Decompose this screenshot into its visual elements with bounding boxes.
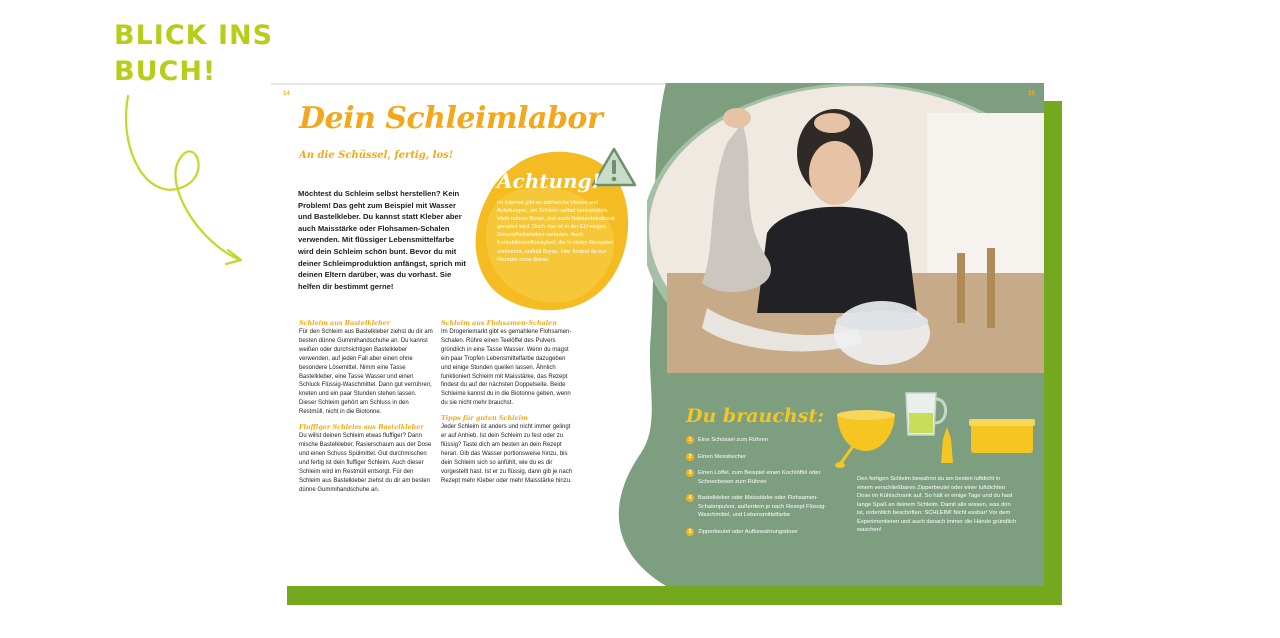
section-heading: Tipps für guten Schleim <box>441 414 528 423</box>
section-text: Für den Schleim aus Bastelkleber ziehst du dir am besten dünne Gummihandschuhe an. Du kannst weißen oder durchsichtigen Bastelkleber verwenden, auf jeden Fall aber einen ohne besondere Lösemittel. Nimm eine Tasse Bastelkleber, eine Tasse Wasser und einen Schluck Flüssig-Waschmittel. Dann gut verrühren, kneten und ein paar Stunden stehen lassen. Dieser Schleim gehört am Schluss in den Restmüll, nicht in die Biotonne. <box>299 329 433 416</box>
supplies-list <box>686 436 846 544</box>
recipe-column-left <box>299 319 435 500</box>
item-number-badge: 2 <box>686 453 694 461</box>
list-item <box>686 469 846 486</box>
page-title: Dein Schleimlabor <box>299 101 603 136</box>
list-item <box>686 528 846 537</box>
heading-line-2: BUCH! <box>114 56 217 87</box>
page-number-right: 15 <box>1028 91 1035 97</box>
girl-with-slime-photo <box>647 83 1044 378</box>
item-number-badge: 4 <box>686 494 694 502</box>
book-spread <box>271 83 1044 586</box>
curved-arrow-icon <box>118 92 248 272</box>
item-text: Bastelkleber oder Maisstärke oder Flohsamen-Schalenpulver, außerdem je nach Rezept Flüssig-Waschmittel, und Lebensmittelfarbe <box>698 495 827 518</box>
list-item <box>686 453 846 462</box>
section-text: Im Drogeriemarkt gibt es gemahlene Flohsamen-Schalen. Rühre einen Teelöffel des Pulvers gründlich in eine Tasse Wasser. Wenn du magst ein paar Tropfen Lebensmittelfarbe dazugeben und einige Stunden quellen lassen. Ähnlich funktioniert Schleim mit Maisstärke, das Rezept findest du auf der nächsten Doppelseite. Beide Schleime kannst du in die Biotonne geben, wenn du sie nicht mehr brauchst. <box>441 329 572 407</box>
warning-title: Achtung! <box>497 169 601 193</box>
section-heading: Schleim aus Bastelkleber <box>299 319 391 327</box>
section-text: Jeder Schleim ist anders und nicht immer gelingt er auf Anhieb. Ist dein Schleim zu fest oder zu flüssig? Taste dich am besten an dein Rezept heran. Gib das Wasser portionsweise hinzu, bis dein Schleim sich so anfühlt, wie du es dir vorgestellt hast. Ist er zu flüssig, dann gib je nach Rezept mehr Kleber oder mehr Maisstärke hinzu. <box>441 424 573 484</box>
blick-ins-buch-heading <box>114 18 273 90</box>
recipe-column-right <box>441 319 577 492</box>
section-heading: Fluffiger Schleim aus Bastelkleber <box>299 423 424 432</box>
item-text: Einen Löffel, zum Beispiel einen Kochlöffel oder Schneebesen zum Rühren <box>698 470 821 485</box>
kitchen-tools-illustration <box>831 383 1044 473</box>
heading-line-1: BLICK INS <box>114 20 274 51</box>
item-text: Einen Messbecher <box>698 453 747 460</box>
list-item <box>686 436 846 445</box>
item-number-badge: 3 <box>686 469 694 477</box>
warning-text: Im Internet gibt es zahlreiche Videos und Anleitungen, um Schleim selbst herzustellen. Viele nutzen Borax, das auch Natriumtetraborat genannt wird. Doch das ist in der EU wegen Gesundheitsrisiken verboten. Auch Kontaktlinsenflüssigkeit, die in vielen Rezepten vorkommt, enthält Borax. Hier findest du nur Rezepte ohne Borax. <box>497 200 615 263</box>
item-text: Zipperbeutel oder Aufbewahrungsdose <box>698 528 798 535</box>
page-number-left: 14 <box>283 91 290 97</box>
section-text: Du willst deinen Schleim etwas fluffiger? Dann mische Bastelkleber, Rasierschaum aus der Dose und einen Schuss Spülmittel. Gut durchmischen und fertig ist dein fluffiger Schleim. Auch dieser Schleim wird im Restmüll entsorgt. Für den Schleim aus Bastelkleber ziehst du dir am besten dünne Gummihandschuhe an. <box>299 433 432 493</box>
page-subtitle: An die Schüssel, fertig, los! <box>299 150 454 161</box>
list-item <box>686 494 846 520</box>
item-text: Eine Schüssel zum Rühren <box>698 437 768 443</box>
intro-text: Möchtest du Schleim selbst herstellen? Kein Problem! Das geht zum Beispiel mit Wasser und Bastelkleber. Du kannst statt Kleber aber auch Maisstärke oder Flohsamen-Schalen verwenden. Mit flüssiger Lebensmittelfarbe wird dein Schleim schön bunt. Bevor du mit deiner Schleimproduktion anfängst, sprich mit deinen Eltern darüber, was du vorhast. Sie helfen dir bestimmt gerne! <box>298 189 466 291</box>
storage-note: Den fertigen Schleim bewahrst du am besten luftdicht in einem verschließbaren Zipperbeutel oder einer luftdichten Dose im Kühlschrank auf. So hält er einige Tage und du hast lange Spaß an deinem Schleim. Damit alle wissen, was drin ist, ordentlich beschriften: SCHLEIM! Nicht essbar! Vor dem Experimentieren und auch danach immer die Hände gründlich waschen! <box>857 476 1017 533</box>
section-heading: Schleim aus Flohsamen-Schalen <box>441 319 557 327</box>
item-number-badge: 1 <box>686 436 694 444</box>
item-number-badge: 5 <box>686 528 694 536</box>
supplies-title: Du brauchst: <box>686 405 825 427</box>
